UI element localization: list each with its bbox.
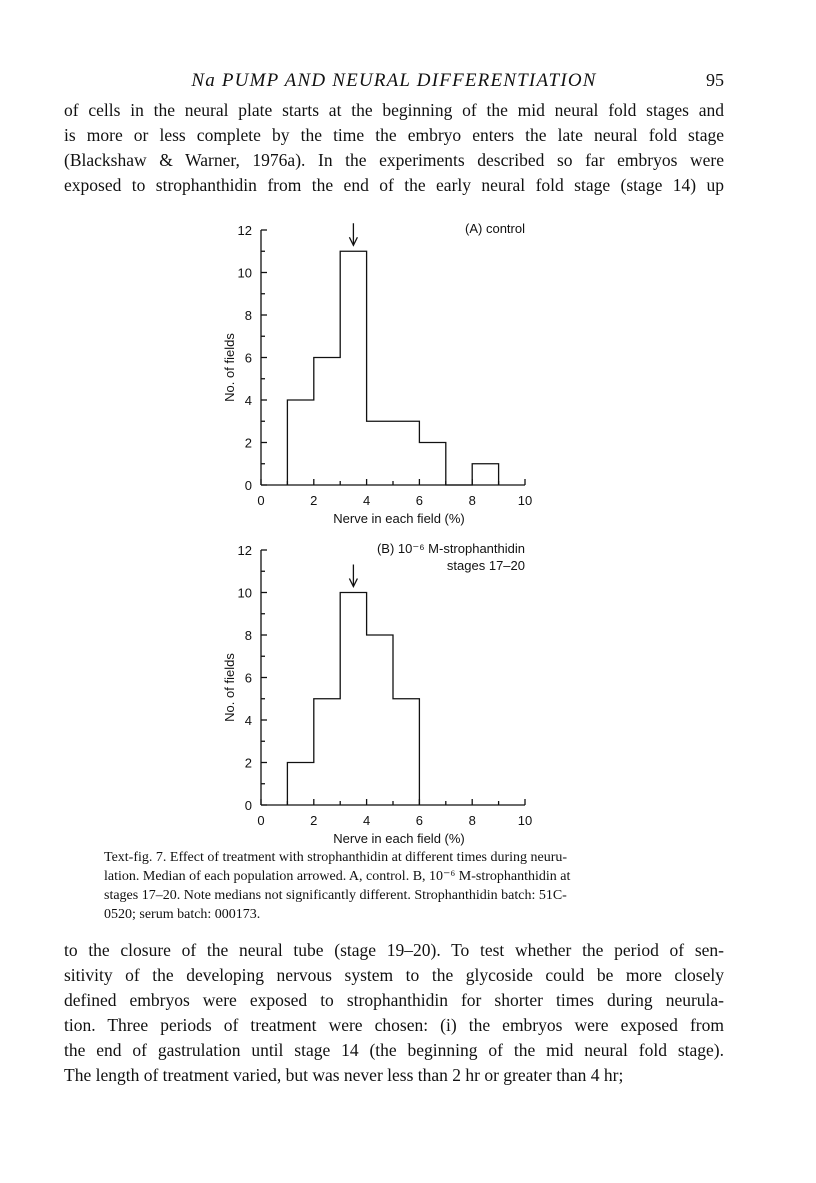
y-tick-label: 12 xyxy=(237,223,252,238)
y-tick-label: 0 xyxy=(244,478,252,493)
histogram-bar xyxy=(367,635,393,805)
figure-caption xyxy=(104,848,704,924)
text-line: tion. Three periods of treatment were chosen: (i) the embryos were exposed from xyxy=(64,1015,724,1035)
x-tick-label: 10 xyxy=(517,493,533,508)
y-tick-label: 10 xyxy=(237,585,252,601)
x-tick-label: 0 xyxy=(257,493,265,508)
text-line: sitivity of the developing nervous system to the glycoside could be more closely xyxy=(64,965,724,985)
histogram-bar xyxy=(340,593,366,806)
histogram-outline xyxy=(287,251,498,485)
x-tick-label: 2 xyxy=(310,493,318,508)
y-tick-label: 2 xyxy=(244,435,252,451)
panel-label: (A) control xyxy=(465,221,525,236)
x-tick-label: 10 xyxy=(517,813,533,828)
text-line: to the closure of the neural tube (stage 19–20). To test whether the period of sen- xyxy=(64,940,724,960)
x-axis-label: Nerve in each field (%) xyxy=(333,511,465,526)
histogram-bar xyxy=(393,699,419,805)
caption-line: stages 17–20. Note medians not significantly different. Strophanthidin batch: 51C- xyxy=(104,888,567,903)
histogram-outline xyxy=(287,593,419,806)
caption-line: Text-fig. 7. Effect of treatment with strophanthidin at different times during neuru- xyxy=(104,850,568,865)
y-tick-label: 12 xyxy=(237,543,252,558)
y-tick-label: 8 xyxy=(244,628,252,643)
x-tick-label: 8 xyxy=(468,493,476,508)
body-paragraph-bottom xyxy=(64,938,724,1088)
histogram-bar xyxy=(472,464,498,485)
text-line: defined embryos were exposed to strophanthidin for shorter times during neurula- xyxy=(64,990,724,1010)
y-tick-label: 6 xyxy=(244,350,252,366)
caption-line: 0520; serum batch: 000173. xyxy=(104,907,261,922)
histogram-bar xyxy=(419,443,445,486)
histogram-bar xyxy=(393,421,419,485)
text-line: of cells in the neural plate starts at the beginning of the mid neural fold stages and xyxy=(64,100,724,120)
panel-label-line2: stages 17–20 xyxy=(446,558,525,573)
x-tick-label: 4 xyxy=(362,493,371,508)
histogram-bar xyxy=(314,699,340,805)
page-number: 95 xyxy=(706,70,724,90)
x-tick-label: 6 xyxy=(415,493,424,508)
text-line: (Blackshaw & Warner, 1976a). In the experiments described so far embryos were xyxy=(64,150,724,170)
x-tick-label: 0 xyxy=(257,813,265,828)
running-title: Na PUMP AND NEURAL DIFFERENTIATION xyxy=(191,70,597,91)
y-tick-label: 8 xyxy=(244,308,252,323)
x-tick-label: 2 xyxy=(310,813,318,828)
histogram-bar xyxy=(287,400,313,485)
text-line: the end of gastrulation until stage 14 (the beginning of the mid neural fold stage). xyxy=(64,1040,724,1060)
y-tick-label: 10 xyxy=(237,265,252,281)
histogram-bar xyxy=(367,421,393,485)
text-line: is more or less complete by the time the embryo enters the late neural fold stage xyxy=(64,125,724,145)
y-tick-label: 4 xyxy=(244,393,252,408)
x-axis-label: Nerve in each field (%) xyxy=(333,831,465,846)
y-tick-label: 2 xyxy=(244,755,252,771)
y-tick-label: 6 xyxy=(244,670,252,686)
x-tick-label: 4 xyxy=(362,813,371,828)
histogram-bar xyxy=(340,251,366,485)
caption-line: lation. Median of each population arrowed. A, control. B, 10⁻⁶ M-strophanthidin at xyxy=(104,869,571,884)
x-tick-label: 8 xyxy=(468,813,476,828)
histogram-bar xyxy=(314,358,340,486)
x-tick-label: 6 xyxy=(415,813,424,828)
y-tick-label: 0 xyxy=(244,798,252,813)
y-axis-label: No. of fields xyxy=(222,333,237,402)
y-axis-label: No. of fields xyxy=(222,653,237,722)
histogram-bar xyxy=(287,763,313,806)
text-line: The length of treatment varied, but was never less than 2 hr or greater than 4 hr; xyxy=(64,1065,624,1085)
y-tick-label: 4 xyxy=(244,713,252,728)
text-line: exposed to strophanthidin from the end of the early neural fold stage (stage 14) up xyxy=(64,175,724,195)
panel-label: (B) 10⁻⁶ M-strophanthidin xyxy=(376,541,525,556)
